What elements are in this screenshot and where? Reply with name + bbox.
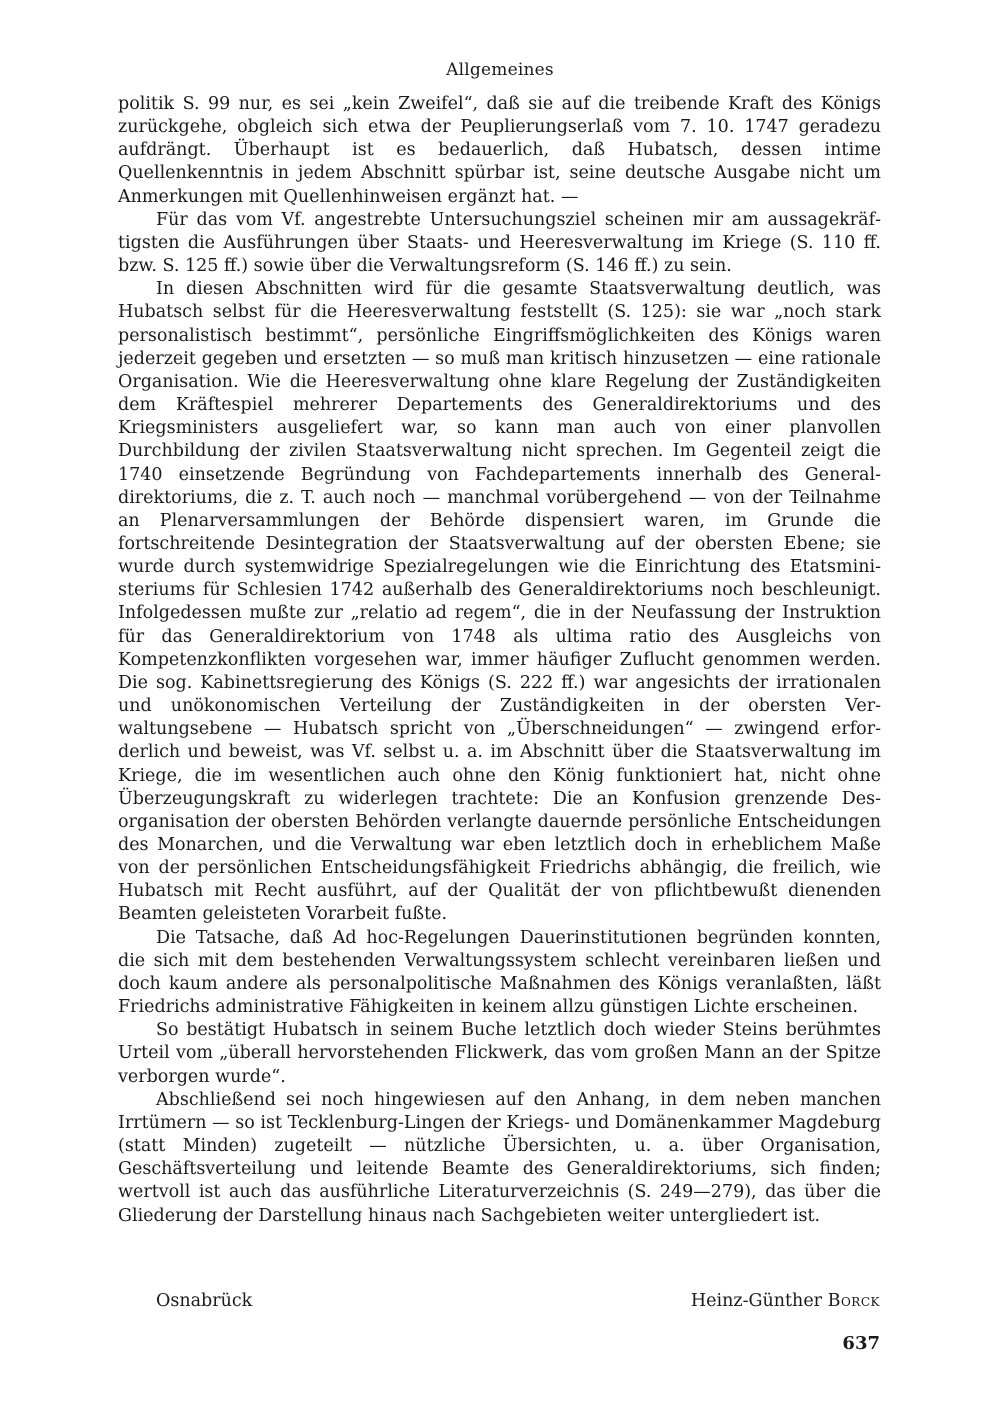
author-surname: Borck [827, 1291, 880, 1311]
signature-author [691, 1290, 880, 1313]
paragraph-3: In diesen Abschnitten wird für die gesamte Staatsverwaltung deutlich, was Hubatsch selbst für die Heeresverwaltung feststellt (S. 125): sie war „noch stark personalistisch bestimmt“, persönliche Eingriffsmöglichkeiten des Königs waren jederzeit gegeben und ersetzten — so muß man kritisch hinzusetzen — eine rationale Organisation. Wie die Heeresverwaltung ohne klare Regelung der Zuständigkeiten dem Kräftespiel mehrerer Departements des Generaldirektoriums und des Kriegsministers ausgeliefert war, so kann man auch von einer planvollen Durchbildung der zivilen Staatsverwaltung nicht sprechen. Im Gegenteil zeigt die 1740 einsetzende Begründung von Fachdepartements innerhalb des Generaldirektoriums, die z. T. auch noch — manchmal vorübergehend — von der Teilnahme an Plenarversammlungen der Behörde dispensiert waren, im Grunde die fortschreitende Desintegration der Staatsverwaltung auf der obersten Ebene; sie wurde durch systemwidrige Spezialregelungen wie die Einrichtung des Etatsministeriums für Schlesien 1742 außerhalb des Generaldirektoriums noch beschleunigt. Infolgedessen mußte zur „relatio ad regem“, die in der Neufassung der Instruktion für das Generaldirektorium von 1748 als ultima ratio des Ausgleichs von Kompetenzkonflikten vorgesehen war, immer häufiger Zuflucht genommen werden. Die sog. Kabinettsregierung des Königs (S. 222 ff.) war angesichts der irrationalen und unökonomischen Verteilung der Zuständigkeiten in der obersten Verwaltungsebene — Hubatsch spricht von „Überschneidungen“ — zwingend erforderlich und beweist, was Vf. selbst u. a. im Abschnitt über die Staatsverwaltung im Kriege, die im wesentlichen auch ohne den König funktioniert hat, nicht ohne Überzeugungskraft zu widerlegen trachtete: Die an Konfusion grenzende Desorganisation der obersten Behörden verlangte dauernde persönliche Entscheidungen des Monarchen, und die Verwaltung war eben letztlich doch in erheblichem Maße von der persönlichen Entscheidungsfähigkeit Friedrichs abhängig, die freilich, wie Hubatsch mit Recht ausführt, auf der Qualität der von pflichtbewußt dienenden Beamten geleisteten Vorarbeit fußte. [118, 279, 881, 925]
paragraph-5: So bestätigt Hubatsch in seinem Buche letztlich doch wieder Steins berühmtes Urteil vom „überall hervorstehenden Flickwerk, das vom großen Mann an der Spitze verborgen wurde“. [118, 1020, 881, 1087]
paragraph-4: Die Tatsache, daß Ad hoc-Regelungen Dauerinstitutionen begründen konnten, die sich mit dem bestehenden Verwaltungssystem schlecht vereinbaren ließen und doch kaum andere als personalpolitische Maßnahmen des Königs veranlaßten, läßt Friedrichs administrative Fähigkeiten in keinem allzu günstigen Lichte erscheinen. [118, 927, 881, 1018]
author-given-name: Heinz-Günther [690, 1291, 828, 1311]
signature-place: Osnabrück [156, 1291, 253, 1311]
article-body [118, 93, 881, 1228]
paragraph-2: Für das vom Vf. angestrebte Untersuchungsziel scheinen mir am aussagekräftigsten die Ausführungen über Staats- und Heeresverwaltung im Kriege (S. 110 ff. bzw. S. 125 ff.) sowie über die Verwaltungsreform (S. 146 ff.) zu sein. [118, 209, 881, 277]
running-title: Allgemeines [446, 60, 554, 80]
page-number: 637 [842, 1333, 880, 1354]
paragraph-6: Abschließend sei noch hingewiesen auf den Anhang, in dem neben manchen Irrtümern — so ist Tecklenburg-Lingen der Kriegs- und Domänenkammer Magdeburg (statt Minden) zugeteilt — nützliche Übersichten, u. a. über Organisation, Geschäftsverteilung und leitende Beamte des Generaldirektoriums, sich finden; wertvoll ist auch das ausführliche Literaturverzeichnis (S. 249—279), das über die Gliederung der Darstellung hinaus nach Sachgebieten weiter untergliedert ist. [118, 1089, 881, 1226]
paragraph-1: politik S. 99 nur, es sei „kein Zweifel“, daß sie auf die treibende Kraft des Königs zurückgehe, obgleich sich etwa der Peuplierungserlaß vom 7. 10. 1747 geradezu aufdrängt. Überhaupt ist es bedauerlich, daß Hubatsch, dessen intime Quellenkenntnis in jedem Abschnitt spürbar ist, seine deutsche Ausgabe nicht um Anmerkungen mit Quellenhinweisen ergänzt hat. — [118, 94, 881, 207]
